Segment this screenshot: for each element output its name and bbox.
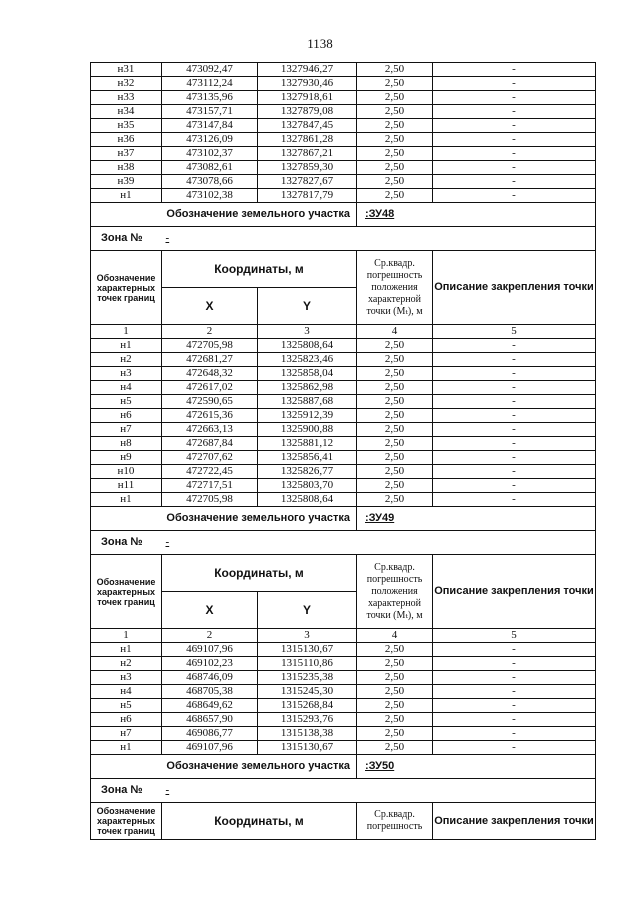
x-coordinate-cell: 468746,09 <box>162 671 258 685</box>
table-row <box>91 63 596 77</box>
table-row <box>91 451 596 465</box>
error-cell: 2,50 <box>357 727 433 741</box>
point-id-cell: н1 <box>91 339 162 353</box>
y-coordinate-cell: 1327817,79 <box>258 189 357 203</box>
column-number: 3 <box>258 629 357 643</box>
description-cell: - <box>433 685 596 699</box>
x-coordinate-cell: 472663,13 <box>162 423 258 437</box>
description-cell: - <box>433 409 596 423</box>
description-cell: - <box>433 423 596 437</box>
point-id-cell: н1 <box>91 643 162 657</box>
point-id-cell: н1 <box>91 493 162 507</box>
table-row <box>91 493 596 507</box>
plot-designation-label: Обозначение земельного участка <box>91 203 357 227</box>
table-row <box>91 685 596 699</box>
point-id-cell: н6 <box>91 409 162 423</box>
description-cell: - <box>433 437 596 451</box>
description-cell: - <box>433 479 596 493</box>
y-coordinate-cell: 1327861,28 <box>258 133 357 147</box>
error-cell: 2,50 <box>357 91 433 105</box>
plot-designation-label: Обозначение земельного участка <box>91 507 357 531</box>
zone-row <box>91 531 596 555</box>
description-cell: - <box>433 133 596 147</box>
x-coordinate-cell: 469086,77 <box>162 727 258 741</box>
y-header: Y <box>258 288 357 325</box>
x-coordinate-cell: 468649,62 <box>162 699 258 713</box>
y-coordinate-cell: 1325900,88 <box>258 423 357 437</box>
table-row <box>91 671 596 685</box>
x-coordinate-cell: 472717,51 <box>162 479 258 493</box>
x-coordinate-cell: 472681,27 <box>162 353 258 367</box>
description-cell: - <box>433 175 596 189</box>
y-coordinate-cell: 1315130,67 <box>258 643 357 657</box>
point-id-cell: н10 <box>91 465 162 479</box>
plot-id: :ЗУ49 <box>357 507 596 531</box>
table-row <box>91 91 596 105</box>
description-cell: - <box>433 381 596 395</box>
coordinates-header: Координаты, м <box>162 555 357 592</box>
error-cell: 2,50 <box>357 381 433 395</box>
description-cell: - <box>433 713 596 727</box>
table-row <box>91 479 596 493</box>
point-id-cell: н9 <box>91 451 162 465</box>
coordinates-table-container <box>90 62 594 840</box>
error-cell: 2,50 <box>357 395 433 409</box>
description-cell: - <box>433 105 596 119</box>
table-row <box>91 105 596 119</box>
column-header-row <box>91 803 596 840</box>
x-coordinate-cell: 473102,37 <box>162 147 258 161</box>
point-id-cell: н1 <box>91 189 162 203</box>
description-cell: - <box>433 91 596 105</box>
error-cell: 2,50 <box>357 367 433 381</box>
x-coordinate-cell: 473102,38 <box>162 189 258 203</box>
x-coordinate-cell: 473112,24 <box>162 77 258 91</box>
table-row <box>91 339 596 353</box>
x-coordinate-cell: 473135,96 <box>162 91 258 105</box>
y-coordinate-cell: 1315130,67 <box>258 741 357 755</box>
column-number: 1 <box>91 629 162 643</box>
zone-value: - <box>162 531 596 555</box>
x-coordinate-cell: 473126,09 <box>162 133 258 147</box>
point-id-cell: н2 <box>91 657 162 671</box>
coordinates-table-body <box>91 63 596 840</box>
y-coordinate-cell: 1327930,46 <box>258 77 357 91</box>
column-number: 2 <box>162 325 258 339</box>
point-id-cell: н5 <box>91 699 162 713</box>
column-number: 4 <box>357 325 433 339</box>
x-coordinate-cell: 469107,96 <box>162 643 258 657</box>
zone-label: Зона № <box>91 531 162 555</box>
point-id-cell: н4 <box>91 685 162 699</box>
y-coordinate-cell: 1325862,98 <box>258 381 357 395</box>
x-coordinate-cell: 469107,96 <box>162 741 258 755</box>
error-cell: 2,50 <box>357 699 433 713</box>
description-cell: - <box>433 119 596 133</box>
coordinates-header: Координаты, м <box>162 803 357 840</box>
y-coordinate-cell: 1327827,67 <box>258 175 357 189</box>
column-number-row <box>91 325 596 339</box>
zone-value: - <box>162 779 596 803</box>
error-cell: 2,50 <box>357 643 433 657</box>
zone-row <box>91 227 596 251</box>
description-cell: - <box>433 699 596 713</box>
table-row <box>91 727 596 741</box>
column-number: 5 <box>433 325 596 339</box>
error-cell: 2,50 <box>357 741 433 755</box>
x-coordinate-cell: 472590,65 <box>162 395 258 409</box>
y-coordinate-cell: 1327879,08 <box>258 105 357 119</box>
x-coordinate-cell: 472617,02 <box>162 381 258 395</box>
point-designation-header: Обозначение характерных точек границ <box>91 555 162 629</box>
point-id-cell: н8 <box>91 437 162 451</box>
table-row <box>91 699 596 713</box>
zone-value: - <box>162 227 596 251</box>
error-cell: 2,50 <box>357 77 433 91</box>
error-cell: 2,50 <box>357 133 433 147</box>
error-cell: 2,50 <box>357 437 433 451</box>
column-number: 4 <box>357 629 433 643</box>
description-cell: - <box>433 741 596 755</box>
table-row <box>91 381 596 395</box>
x-coordinate-cell: 473078,66 <box>162 175 258 189</box>
description-header: Описание закрепления точки <box>433 251 596 325</box>
point-designation-header: Обозначение характерных точек границ <box>91 251 162 325</box>
y-header: Y <box>258 592 357 629</box>
coordinates-table <box>90 62 596 840</box>
y-coordinate-cell: 1315245,30 <box>258 685 357 699</box>
table-row <box>91 437 596 451</box>
y-coordinate-cell: 1327859,30 <box>258 161 357 175</box>
point-id-cell: н31 <box>91 63 162 77</box>
point-id-cell: н2 <box>91 353 162 367</box>
point-id-cell: н11 <box>91 479 162 493</box>
point-id-cell: н38 <box>91 161 162 175</box>
table-row <box>91 643 596 657</box>
description-cell: - <box>433 339 596 353</box>
table-row <box>91 353 596 367</box>
error-cell: 2,50 <box>357 147 433 161</box>
error-cell: 2,50 <box>357 339 433 353</box>
x-coordinate-cell: 472705,98 <box>162 493 258 507</box>
description-cell: - <box>433 493 596 507</box>
x-coordinate-cell: 473092,47 <box>162 63 258 77</box>
column-number: 3 <box>258 325 357 339</box>
x-coordinate-cell: 469102,23 <box>162 657 258 671</box>
point-id-cell: н39 <box>91 175 162 189</box>
error-cell: 2,50 <box>357 353 433 367</box>
coordinates-header: Координаты, м <box>162 251 357 288</box>
description-cell: - <box>433 189 596 203</box>
column-number: 2 <box>162 629 258 643</box>
y-coordinate-cell: 1315235,38 <box>258 671 357 685</box>
y-coordinate-cell: 1315293,76 <box>258 713 357 727</box>
x-coordinate-cell: 472705,98 <box>162 339 258 353</box>
description-cell: - <box>433 727 596 741</box>
x-coordinate-cell: 468705,38 <box>162 685 258 699</box>
column-number: 5 <box>433 629 596 643</box>
y-coordinate-cell: 1325808,64 <box>258 339 357 353</box>
table-row <box>91 657 596 671</box>
error-cell: 2,50 <box>357 119 433 133</box>
error-cell: 2,50 <box>357 657 433 671</box>
y-coordinate-cell: 1325823,46 <box>258 353 357 367</box>
y-coordinate-cell: 1327918,61 <box>258 91 357 105</box>
point-id-cell: н36 <box>91 133 162 147</box>
y-coordinate-cell: 1325808,64 <box>258 493 357 507</box>
error-cell: 2,50 <box>357 685 433 699</box>
table-row <box>91 133 596 147</box>
zone-label: Зона № <box>91 227 162 251</box>
error-header: Ср.квадр. погрешность <box>357 803 433 840</box>
plot-title-row <box>91 203 596 227</box>
x-header: X <box>162 592 258 629</box>
description-cell: - <box>433 465 596 479</box>
x-coordinate-cell: 473157,71 <box>162 105 258 119</box>
point-id-cell: н3 <box>91 367 162 381</box>
point-designation-header: Обозначение характерных точек границ <box>91 803 162 840</box>
error-cell: 2,50 <box>357 161 433 175</box>
x-coordinate-cell: 472722,45 <box>162 465 258 479</box>
description-cell: - <box>433 353 596 367</box>
x-coordinate-cell: 472648,32 <box>162 367 258 381</box>
plot-id: :ЗУ50 <box>357 755 596 779</box>
zone-row <box>91 779 596 803</box>
y-coordinate-cell: 1325912,39 <box>258 409 357 423</box>
table-row <box>91 119 596 133</box>
point-id-cell: н4 <box>91 381 162 395</box>
x-coordinate-cell: 473147,84 <box>162 119 258 133</box>
table-row <box>91 395 596 409</box>
page-number: 1138 <box>307 36 333 51</box>
error-cell: 2,50 <box>357 451 433 465</box>
y-coordinate-cell: 1325803,70 <box>258 479 357 493</box>
error-header: Ср.квадр. погрешность положения характерной точки (Mₜ), м <box>357 555 433 629</box>
error-cell: 2,50 <box>357 713 433 727</box>
description-cell: - <box>433 77 596 91</box>
y-coordinate-cell: 1325826,77 <box>258 465 357 479</box>
description-cell: - <box>433 451 596 465</box>
x-coordinate-cell: 472687,84 <box>162 437 258 451</box>
plot-id: :ЗУ48 <box>357 203 596 227</box>
description-header: Описание закрепления точки <box>433 555 596 629</box>
column-header-row <box>91 251 596 288</box>
error-cell: 2,50 <box>357 479 433 493</box>
table-row <box>91 161 596 175</box>
table-row <box>91 189 596 203</box>
point-id-cell: н1 <box>91 741 162 755</box>
error-cell: 2,50 <box>357 423 433 437</box>
error-cell: 2,50 <box>357 409 433 423</box>
description-cell: - <box>433 161 596 175</box>
table-row <box>91 741 596 755</box>
point-id-cell: н32 <box>91 77 162 91</box>
y-coordinate-cell: 1315268,84 <box>258 699 357 713</box>
y-coordinate-cell: 1327847,45 <box>258 119 357 133</box>
x-coordinate-cell: 468657,90 <box>162 713 258 727</box>
y-coordinate-cell: 1315110,86 <box>258 657 357 671</box>
x-coordinate-cell: 472707,62 <box>162 451 258 465</box>
x-header: X <box>162 288 258 325</box>
description-cell: - <box>433 147 596 161</box>
error-cell: 2,50 <box>357 671 433 685</box>
description-cell: - <box>433 643 596 657</box>
y-coordinate-cell: 1325881,12 <box>258 437 357 451</box>
point-id-cell: н7 <box>91 423 162 437</box>
description-cell: - <box>433 367 596 381</box>
point-id-cell: н7 <box>91 727 162 741</box>
y-coordinate-cell: 1315138,38 <box>258 727 357 741</box>
point-id-cell: н3 <box>91 671 162 685</box>
point-id-cell: н35 <box>91 119 162 133</box>
error-cell: 2,50 <box>357 189 433 203</box>
point-id-cell: н33 <box>91 91 162 105</box>
description-header: Описание закрепления точки <box>433 803 596 840</box>
table-row <box>91 465 596 479</box>
point-id-cell: н6 <box>91 713 162 727</box>
plot-designation-label: Обозначение земельного участка <box>91 755 357 779</box>
table-row <box>91 175 596 189</box>
y-coordinate-cell: 1327867,21 <box>258 147 357 161</box>
plot-title-row <box>91 507 596 531</box>
description-cell: - <box>433 657 596 671</box>
error-cell: 2,50 <box>357 465 433 479</box>
y-coordinate-cell: 1327946,27 <box>258 63 357 77</box>
y-coordinate-cell: 1325856,41 <box>258 451 357 465</box>
description-cell: - <box>433 395 596 409</box>
table-row <box>91 409 596 423</box>
zone-label: Зона № <box>91 779 162 803</box>
x-coordinate-cell: 473082,61 <box>162 161 258 175</box>
table-row <box>91 713 596 727</box>
plot-title-row <box>91 755 596 779</box>
table-row <box>91 147 596 161</box>
description-cell: - <box>433 63 596 77</box>
error-header: Ср.квадр. погрешность положения характерной точки (Mₜ), м <box>357 251 433 325</box>
column-header-row <box>91 555 596 592</box>
error-cell: 2,50 <box>357 175 433 189</box>
point-id-cell: н37 <box>91 147 162 161</box>
description-cell: - <box>433 671 596 685</box>
table-row <box>91 367 596 381</box>
x-coordinate-cell: 472615,36 <box>162 409 258 423</box>
error-cell: 2,50 <box>357 493 433 507</box>
column-number: 1 <box>91 325 162 339</box>
error-cell: 2,50 <box>357 105 433 119</box>
point-id-cell: н34 <box>91 105 162 119</box>
point-id-cell: н5 <box>91 395 162 409</box>
column-number-row <box>91 629 596 643</box>
table-row <box>91 423 596 437</box>
table-row <box>91 77 596 91</box>
y-coordinate-cell: 1325887,68 <box>258 395 357 409</box>
y-coordinate-cell: 1325858,04 <box>258 367 357 381</box>
error-cell: 2,50 <box>357 63 433 77</box>
